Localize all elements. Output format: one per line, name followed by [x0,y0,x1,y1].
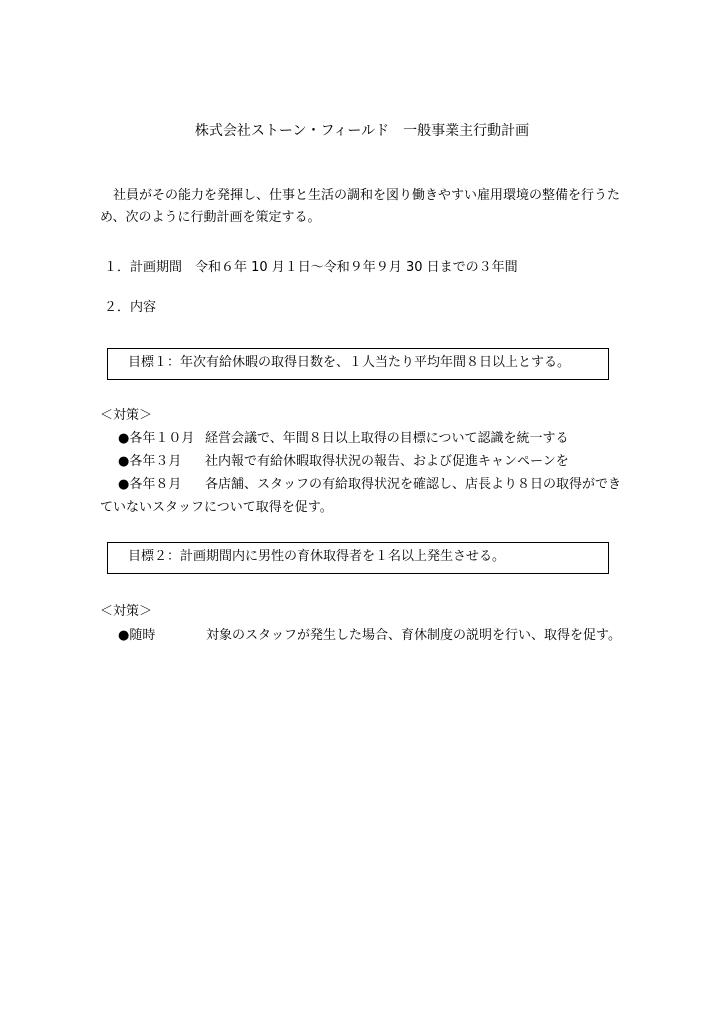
measure-what: 対象のスタッフが発生した場合、育休制度の説明を行い、取得を促す。 [206,628,621,643]
measure-when: ●随時 [118,628,156,643]
goal-1-measure-row [118,454,569,470]
section-plan-period: １．計画期間 令和６年 10 月１日～令和９年９月 30 日までの３年間 [104,260,518,275]
measure-when: ●各年１０月 [118,431,195,446]
measure-when: ●各年３月 [118,454,182,469]
goal-1-measures-heading: ＜対策＞ [100,408,153,423]
measure-what: 社内報で有給休暇取得状況の報告、および促進キャンペーンを [205,454,569,469]
document-title: 株式会社ストーン・フィールド 一般事業主行動計画 [194,123,530,139]
intro-line-1: 社員がその能力を発揮し、仕事と生活の調和を図り働きやすい雇用環境の整備を行うた [100,188,621,203]
goal-2-measures-heading: ＜対策＞ [100,604,153,619]
goal-2-box [107,542,609,574]
goal-1-measure-row [118,477,621,493]
goal-1-text: 目標１：年次有給休暇の取得日数を、１人当たり平均年間８日以上とする。 [128,355,571,370]
goal-1-measure-continuation: ていないスタッフについて取得を促す。 [100,500,333,515]
measure-when: ●各年８月 [118,477,182,492]
section-contents-heading: ２．内容 [104,300,157,315]
goal-1-measure-row [118,431,568,447]
measure-what: 経営会議で、年間８日以上取得の目標について認識を統一する [205,431,569,446]
goal-1-box [107,348,609,380]
intro-line-2: め、次のように行動計画を策定する。 [100,210,321,225]
goal-2-measure-row [118,628,621,644]
measure-what: 各店舗、スタッフの有給取得状況を確認し、店長より８日の取得ができ [205,477,622,492]
goal-2-text: 目標２：計画期間内に男性の育休取得者を１名以上発生させる。 [128,549,506,564]
